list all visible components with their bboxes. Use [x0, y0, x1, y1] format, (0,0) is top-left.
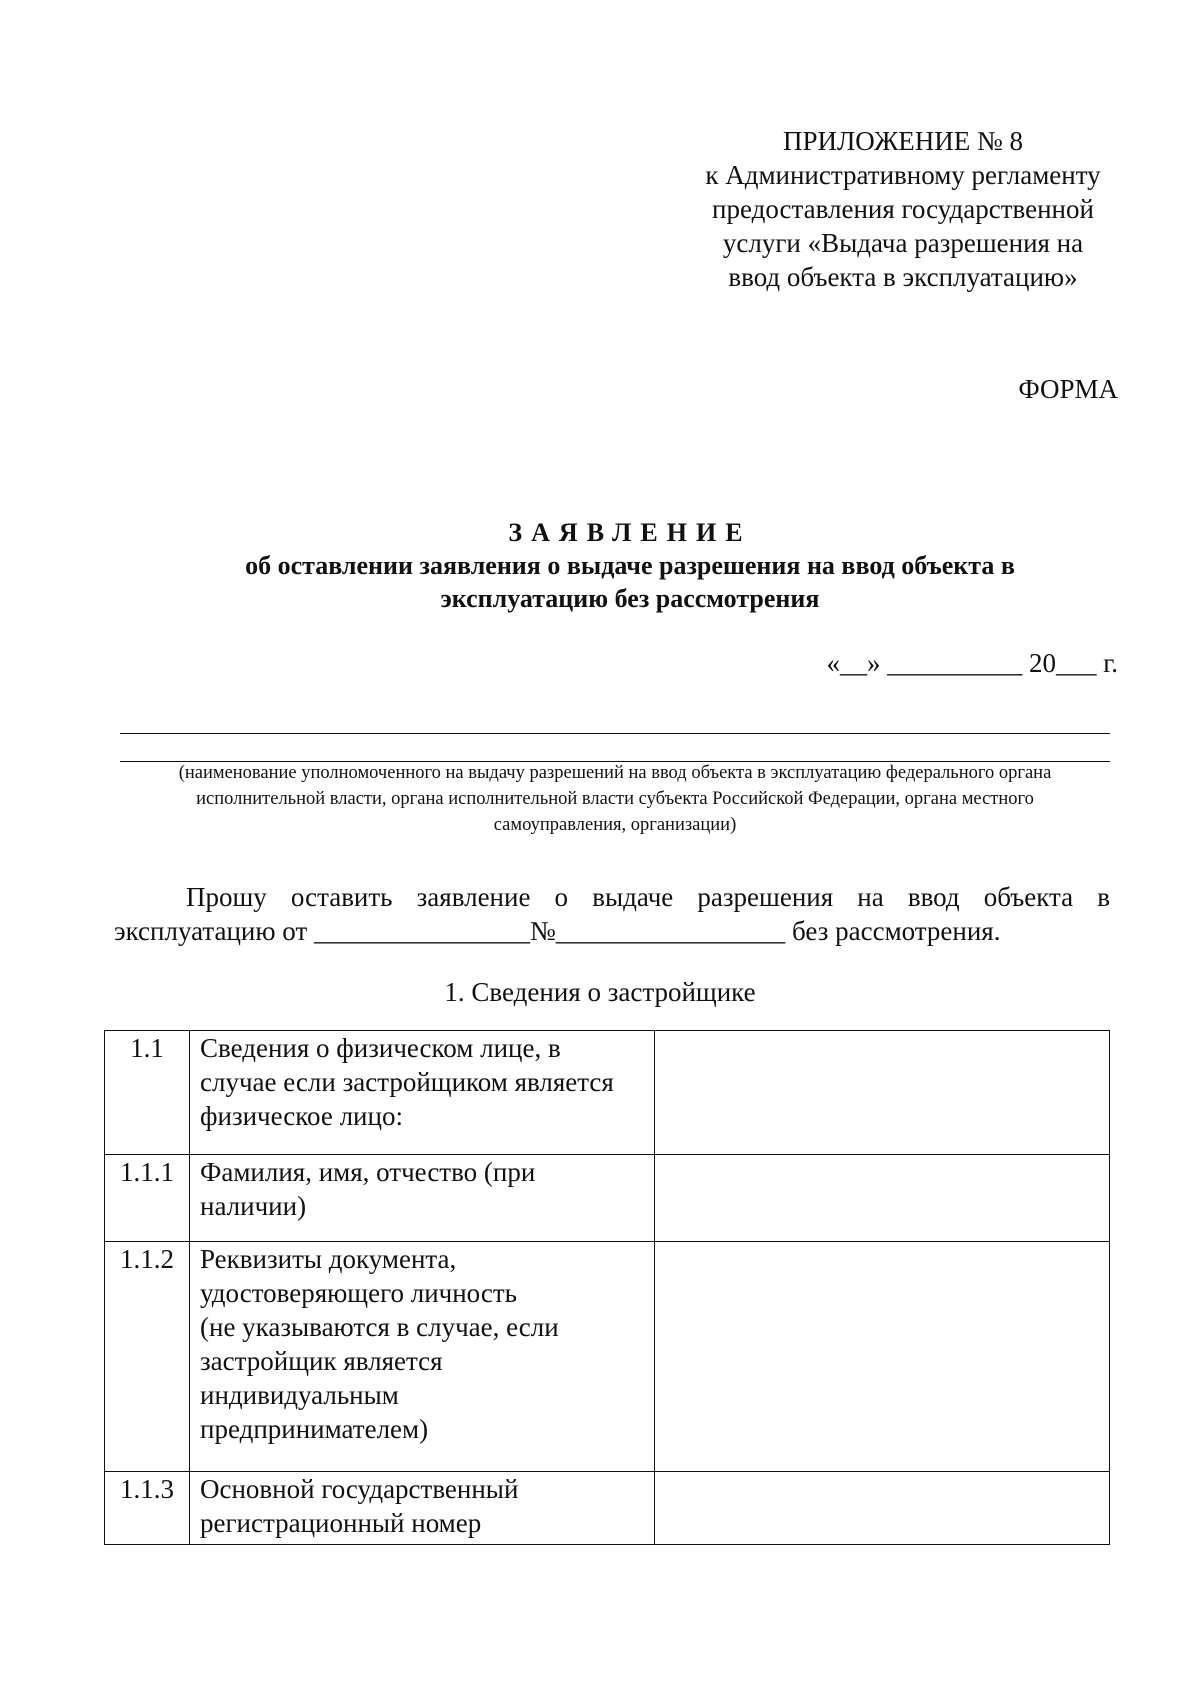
- developer-info-table: [104, 1030, 1110, 1545]
- label-line: (не указываются в случае, если: [200, 1312, 559, 1342]
- appendix-ref-line: ввод объекта в эксплуатацию»: [728, 262, 1078, 292]
- label-line: наличии): [200, 1191, 307, 1221]
- table-row: [105, 1031, 1110, 1155]
- document-title: [180, 516, 1080, 615]
- label-line: случае если застройщиком является: [200, 1067, 614, 1097]
- row-value-cell[interactable]: [655, 1155, 1110, 1242]
- date-field[interactable]: «__» __________ 20___ г.: [826, 648, 1118, 678]
- row-label: [190, 1031, 655, 1155]
- label-line: удостоверяющего личность: [200, 1278, 517, 1308]
- caption-line: исполнительной власти, органа исполнительной власти субъекта Российской Федерации, органа местного: [196, 789, 1034, 809]
- row-label: [190, 1472, 655, 1545]
- label-line: физическое лицо:: [200, 1101, 403, 1131]
- appendix-header: [688, 124, 1118, 294]
- section-title: 1. Сведения о застройщике: [444, 977, 756, 1007]
- row-number: 1.1.3: [105, 1472, 190, 1545]
- row-number: 1.1.2: [105, 1242, 190, 1472]
- label-line: Сведения о физическом лице, в: [200, 1033, 561, 1063]
- row-label: [190, 1155, 655, 1242]
- title-subtitle: эксплуатацию без рассмотрения: [440, 584, 820, 613]
- caption-line: самоуправления, организации): [493, 815, 737, 835]
- request-paragraph: [114, 880, 1110, 948]
- appendix-number: ПРИЛОЖЕНИЕ № 8: [782, 126, 1024, 156]
- appendix-ref-line: предоставления государственной: [712, 194, 1094, 224]
- table-row: [105, 1242, 1110, 1472]
- request-line[interactable]: эксплуатацию от ________________№_________________ без рассмотрения.: [114, 916, 1001, 946]
- authority-caption: [120, 760, 1110, 838]
- label-line: регистрационный номер: [200, 1508, 482, 1538]
- label-line: застройщик является: [200, 1346, 443, 1376]
- row-value-cell[interactable]: [655, 1472, 1110, 1545]
- caption-line: (наименование уполномоченного на выдачу разрешений на ввод объекта в эксплуатацию федерального органа: [178, 763, 1052, 783]
- title-subtitle: об оставлении заявления о выдаче разрешения на ввод объекта в: [245, 551, 1015, 580]
- label-line: предпринимателем): [200, 1414, 429, 1444]
- title-main: ЗАЯВЛЕНИЕ: [508, 518, 752, 547]
- row-value-cell[interactable]: [655, 1031, 1110, 1155]
- appendix-ref-line: к Административному регламенту: [705, 160, 1101, 190]
- form-label: ФОРМА: [1018, 374, 1118, 404]
- row-value-cell[interactable]: [655, 1242, 1110, 1472]
- row-number: 1.1.1: [105, 1155, 190, 1242]
- table-row: [105, 1155, 1110, 1242]
- table-row: [105, 1472, 1110, 1545]
- row-number: 1.1: [105, 1031, 190, 1155]
- label-line: Реквизиты документа,: [200, 1244, 457, 1274]
- label-line: Основной государственный: [200, 1474, 519, 1504]
- appendix-ref-line: услуги «Выдача разрешения на: [722, 228, 1084, 258]
- label-line: индивидуальным: [200, 1380, 399, 1410]
- row-label: [190, 1242, 655, 1472]
- authority-name-line[interactable]: [120, 733, 1110, 734]
- label-line: Фамилия, имя, отчество (при: [200, 1157, 536, 1187]
- request-line: Прошу оставить заявление о выдаче разрешения на ввод объекта в: [186, 882, 1110, 912]
